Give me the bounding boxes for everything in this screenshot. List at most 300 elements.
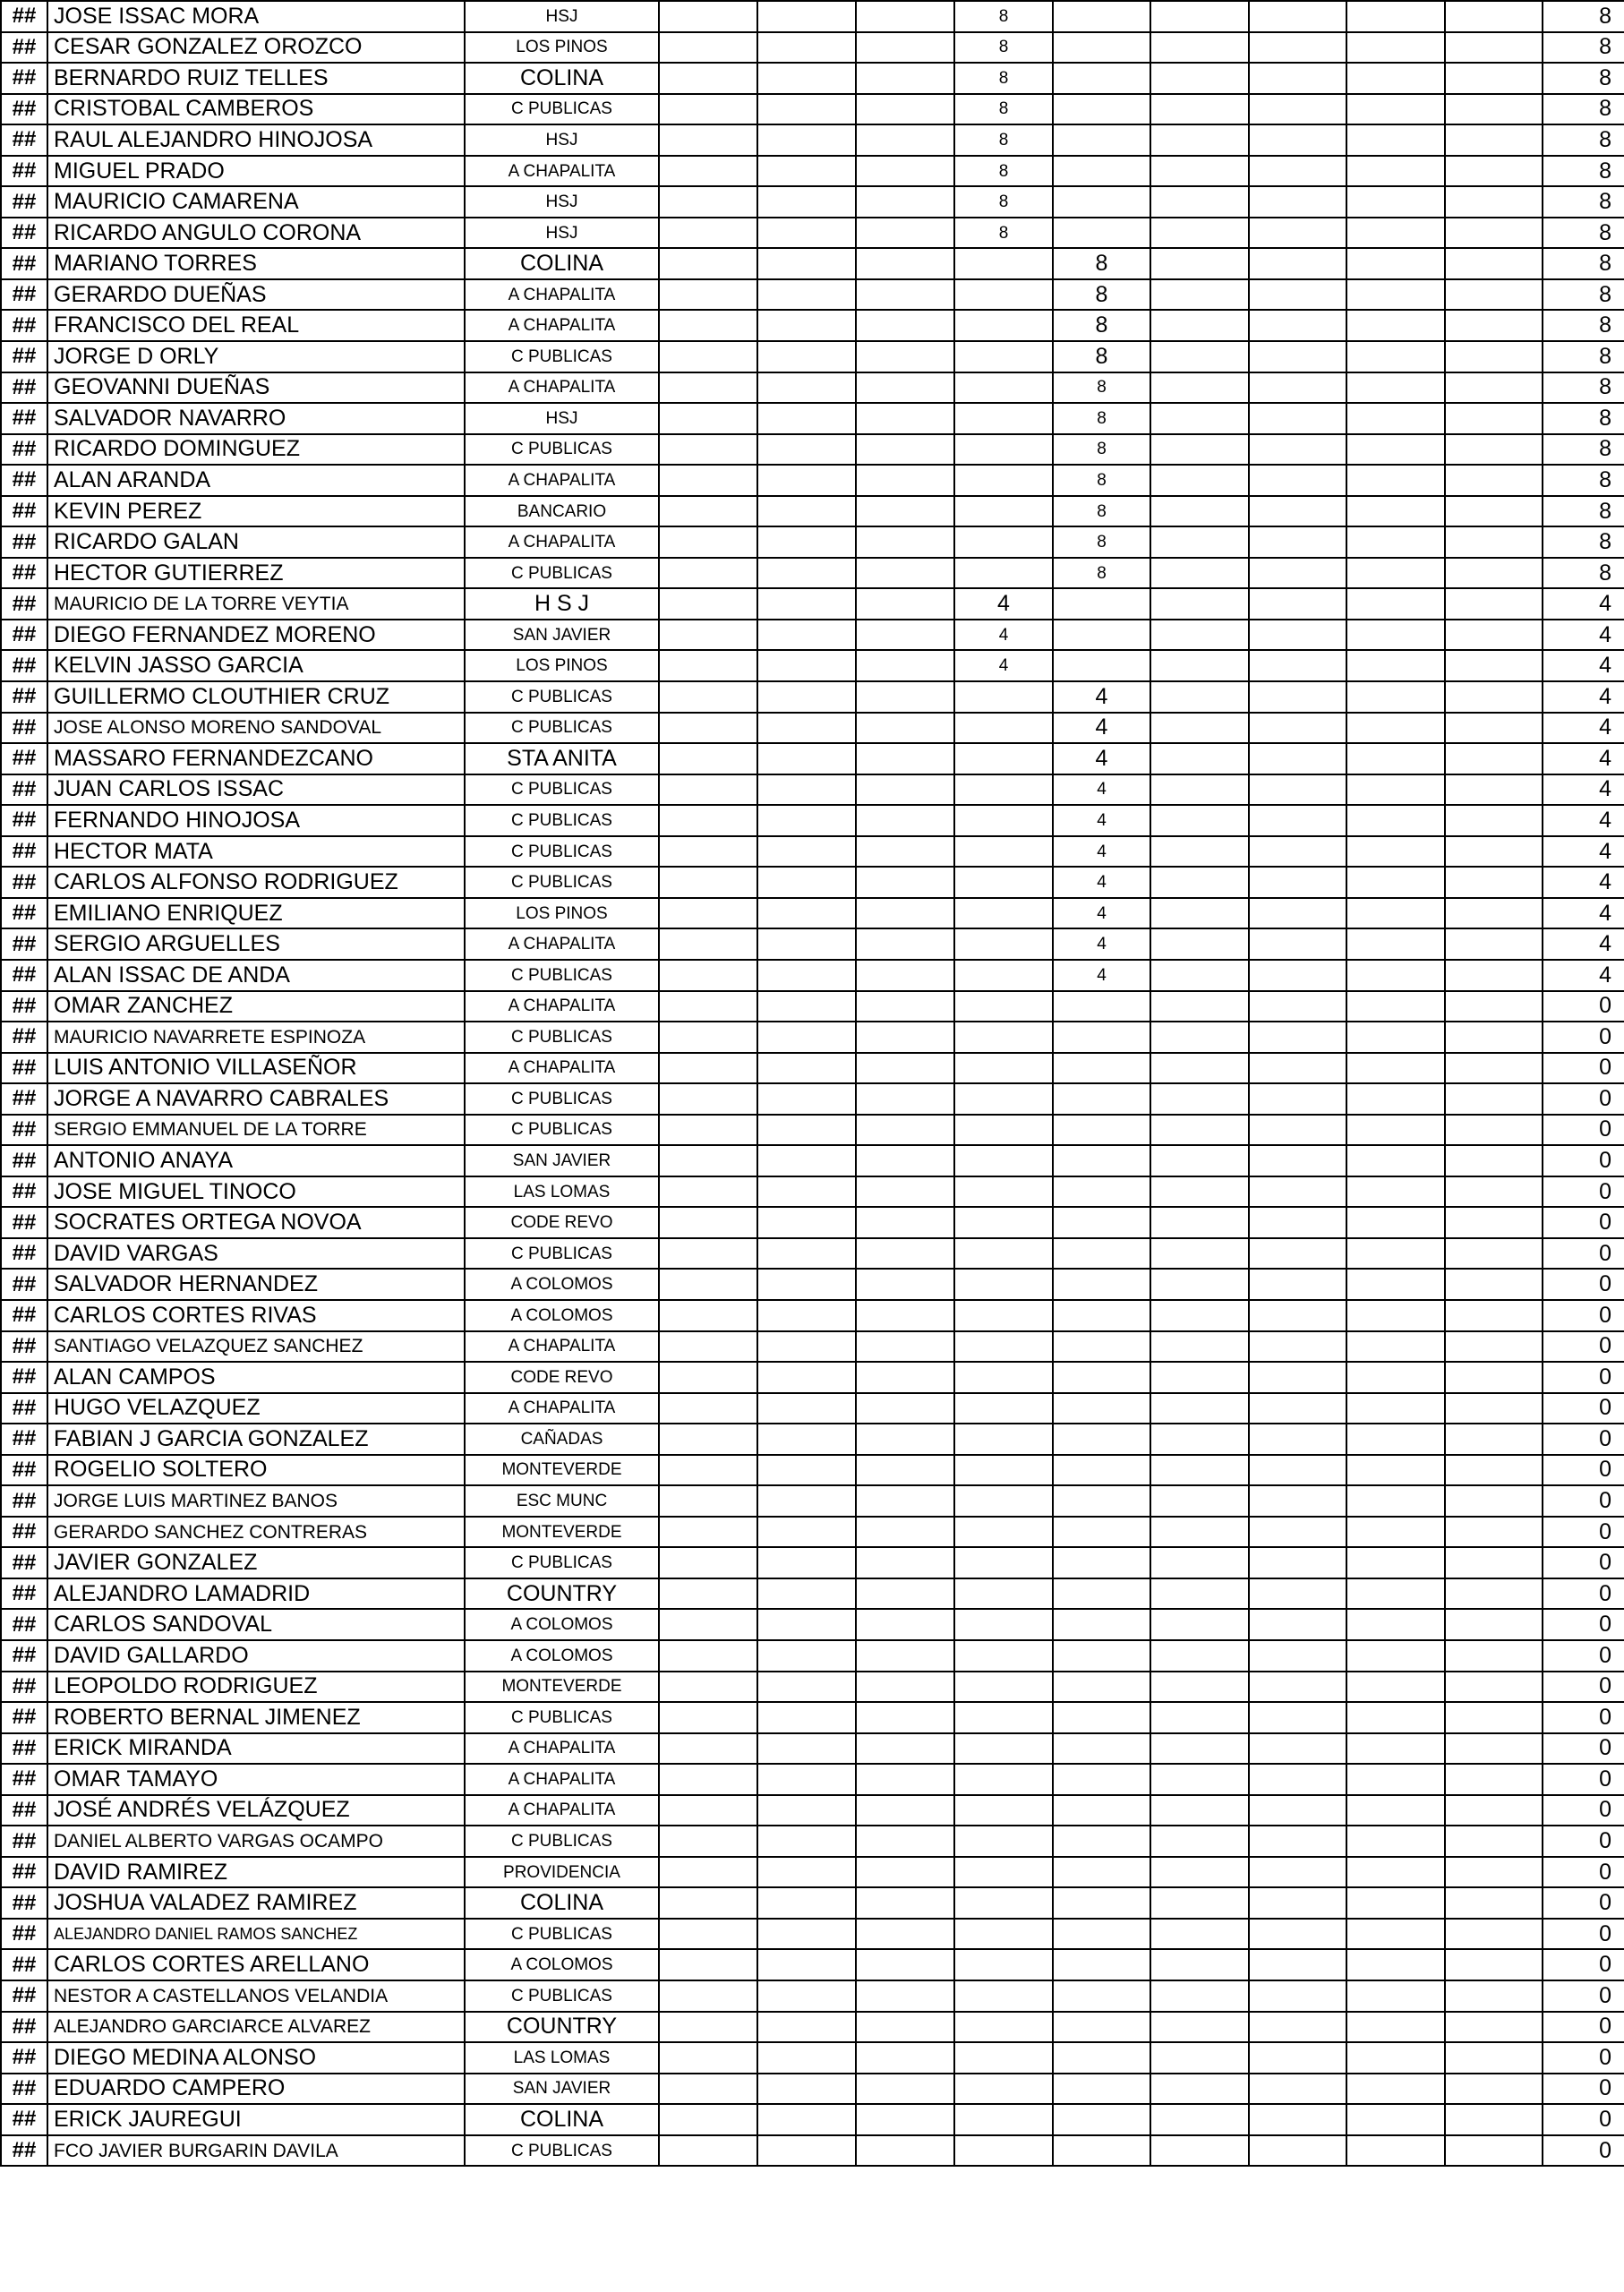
club-cell: CODE REVO: [465, 1362, 659, 1393]
player-name-cell: JOSE MIGUEL TINOCO: [47, 1176, 465, 1208]
score-cell-9: [1445, 341, 1543, 372]
score-cell-9: [1445, 1578, 1543, 1610]
club-cell: A CHAPALITA: [465, 1795, 659, 1826]
score-cell-2: [757, 279, 856, 311]
table-row: [1, 1331, 1624, 1363]
total-cell: 0: [1543, 1455, 1624, 1486]
player-name-cell: SANTIAGO VELAZQUEZ SANCHEZ: [47, 1331, 465, 1363]
score-cell-4: [954, 2135, 1053, 2167]
score-cell-9: [1445, 1269, 1543, 1300]
player-name-cell: ERICK MIRANDA: [47, 1733, 465, 1765]
score-cell-8: [1346, 1022, 1445, 1053]
score-cell-1: [659, 620, 757, 651]
score-cell-8: [1346, 960, 1445, 991]
score-cell-6: [1150, 1424, 1249, 1455]
club-cell: COLINA: [465, 2104, 659, 2135]
score-cell-2: [757, 1733, 856, 1765]
score-cell-9: [1445, 898, 1543, 929]
score-cell-7: [1249, 403, 1346, 434]
score-cell-9: [1445, 1764, 1543, 1795]
row-index-cell: ##: [1, 1485, 47, 1517]
row-index-cell: ##: [1, 496, 47, 527]
player-name-cell: SALVADOR NAVARRO: [47, 403, 465, 434]
row-index-cell: ##: [1, 1083, 47, 1115]
player-name-cell: GERARDO SANCHEZ CONTRERAS: [47, 1517, 465, 1548]
total-cell: 0: [1543, 1609, 1624, 1640]
player-name-cell: GERARDO DUEÑAS: [47, 279, 465, 311]
total-cell: 0: [1543, 1083, 1624, 1115]
table-row: [1, 774, 1624, 806]
total-cell: 0: [1543, 1949, 1624, 1980]
score-cell-8: [1346, 1949, 1445, 1980]
score-cell-5: [1053, 1702, 1150, 1733]
club-cell: C PUBLICAS: [465, 774, 659, 806]
score-cell-5: [1053, 1269, 1150, 1300]
score-cell-2: [757, 310, 856, 341]
club-cell: HSJ: [465, 218, 659, 249]
score-cell-3: [856, 960, 954, 991]
score-cell-4: 4: [954, 650, 1053, 681]
row-index-cell: ##: [1, 63, 47, 94]
score-cell-2: [757, 434, 856, 466]
total-cell: 4: [1543, 774, 1624, 806]
score-cell-1: [659, 310, 757, 341]
score-cell-7: [1249, 1083, 1346, 1115]
score-cell-5: [1053, 1053, 1150, 1084]
score-cell-8: [1346, 1269, 1445, 1300]
score-cell-5: [1053, 1083, 1150, 1115]
score-cell-8: [1346, 2042, 1445, 2074]
score-cell-2: [757, 63, 856, 94]
score-cell-3: [856, 341, 954, 372]
score-cell-7: [1249, 156, 1346, 187]
total-cell: 0: [1543, 1485, 1624, 1517]
player-name-cell: SERGIO EMMANUEL DE LA TORRE: [47, 1115, 465, 1146]
score-cell-7: [1249, 248, 1346, 279]
total-cell: 4: [1543, 713, 1624, 744]
score-cell-9: [1445, 1733, 1543, 1765]
score-cell-6: [1150, 279, 1249, 311]
score-cell-1: [659, 32, 757, 64]
score-cell-6: [1150, 1949, 1249, 1980]
row-index-cell: ##: [1, 124, 47, 156]
score-cell-5: [1053, 1, 1150, 32]
club-cell: C PUBLICAS: [465, 1022, 659, 1053]
club-cell: HSJ: [465, 124, 659, 156]
row-index-cell: ##: [1, 1238, 47, 1270]
player-name-cell: ROGELIO SOLTERO: [47, 1455, 465, 1486]
player-name-cell: EDUARDO CAMPERO: [47, 2074, 465, 2105]
row-index-cell: ##: [1, 1919, 47, 1950]
score-cell-7: [1249, 2104, 1346, 2135]
score-cell-1: [659, 1424, 757, 1455]
score-cell-3: [856, 898, 954, 929]
score-cell-4: [954, 558, 1053, 589]
score-cell-9: [1445, 403, 1543, 434]
score-cell-3: [856, 867, 954, 898]
score-cell-7: [1249, 1053, 1346, 1084]
score-cell-5: [1053, 2012, 1150, 2043]
player-name-cell: FCO JAVIER BURGARIN DAVILA: [47, 2135, 465, 2167]
score-cell-4: [954, 403, 1053, 434]
total-cell: 8: [1543, 434, 1624, 466]
club-cell: A CHAPALITA: [465, 991, 659, 1022]
table-row: [1, 32, 1624, 64]
score-cell-5: [1053, 1238, 1150, 1270]
score-cell-5: 4: [1053, 898, 1150, 929]
score-cell-7: [1249, 1857, 1346, 1888]
club-cell: C PUBLICAS: [465, 434, 659, 466]
total-cell: 4: [1543, 650, 1624, 681]
score-cell-1: [659, 218, 757, 249]
row-index-cell: ##: [1, 1393, 47, 1424]
score-cell-1: [659, 496, 757, 527]
table-row: [1, 2074, 1624, 2105]
score-cell-4: [954, 713, 1053, 744]
table-row: [1, 372, 1624, 404]
score-cell-6: [1150, 1022, 1249, 1053]
table-row: [1, 1547, 1624, 1578]
score-cell-5: [1053, 1640, 1150, 1672]
row-index-cell: ##: [1, 1733, 47, 1765]
score-cell-1: [659, 1207, 757, 1238]
score-cell-2: [757, 1022, 856, 1053]
score-cell-5: 4: [1053, 867, 1150, 898]
row-index-cell: ##: [1, 372, 47, 404]
score-cell-3: [856, 836, 954, 868]
score-cell-7: [1249, 1238, 1346, 1270]
score-cell-2: [757, 681, 856, 713]
score-cell-5: [1053, 1826, 1150, 1857]
total-cell: 0: [1543, 1578, 1624, 1610]
score-cell-6: [1150, 1919, 1249, 1950]
score-cell-7: [1249, 836, 1346, 868]
score-cell-2: [757, 218, 856, 249]
player-name-cell: DANIEL ALBERTO VARGAS OCAMPO: [47, 1826, 465, 1857]
score-cell-9: [1445, 1115, 1543, 1146]
score-cell-8: [1346, 681, 1445, 713]
score-cell-2: [757, 1207, 856, 1238]
row-index-cell: ##: [1, 1702, 47, 1733]
club-cell: COLINA: [465, 248, 659, 279]
table-row: [1, 1022, 1624, 1053]
score-cell-8: [1346, 1300, 1445, 1331]
score-cell-7: [1249, 310, 1346, 341]
club-cell: A CHAPALITA: [465, 310, 659, 341]
player-name-cell: DAVID GALLARDO: [47, 1640, 465, 1672]
score-cell-8: [1346, 1826, 1445, 1857]
score-cell-4: [954, 372, 1053, 404]
score-cell-3: [856, 588, 954, 620]
score-cell-2: [757, 928, 856, 960]
player-name-cell: ALAN ARANDA: [47, 465, 465, 496]
score-cell-5: [1053, 1980, 1150, 2012]
score-cell-8: [1346, 1485, 1445, 1517]
score-cell-4: [954, 310, 1053, 341]
total-cell: 4: [1543, 867, 1624, 898]
score-cell-9: [1445, 1424, 1543, 1455]
score-cell-2: [757, 2074, 856, 2105]
row-index-cell: ##: [1, 310, 47, 341]
table-row: [1, 1795, 1624, 1826]
score-cell-9: [1445, 774, 1543, 806]
score-cell-1: [659, 1826, 757, 1857]
score-cell-6: [1150, 1300, 1249, 1331]
score-cell-7: [1249, 898, 1346, 929]
score-cell-3: [856, 218, 954, 249]
score-cell-6: [1150, 1083, 1249, 1115]
score-cell-1: [659, 526, 757, 558]
total-cell: 0: [1543, 2104, 1624, 2135]
score-cell-4: [954, 928, 1053, 960]
score-cell-6: [1150, 341, 1249, 372]
table-row: [1, 310, 1624, 341]
total-cell: 8: [1543, 279, 1624, 311]
score-cell-1: [659, 156, 757, 187]
score-cell-9: [1445, 1053, 1543, 1084]
score-cell-4: [954, 1578, 1053, 1610]
table-row: [1, 403, 1624, 434]
table-row: [1, 63, 1624, 94]
score-cell-8: [1346, 496, 1445, 527]
score-cell-2: [757, 1795, 856, 1826]
score-cell-5: [1053, 94, 1150, 125]
score-cell-5: 4: [1053, 960, 1150, 991]
score-cell-3: [856, 1919, 954, 1950]
score-cell-6: [1150, 526, 1249, 558]
score-cell-1: [659, 1517, 757, 1548]
score-cell-1: [659, 1176, 757, 1208]
score-cell-2: [757, 1115, 856, 1146]
row-index-cell: ##: [1, 2074, 47, 2105]
score-cell-9: [1445, 650, 1543, 681]
club-cell: C PUBLICAS: [465, 94, 659, 125]
player-name-cell: JAVIER GONZALEZ: [47, 1547, 465, 1578]
table-row: [1, 1238, 1624, 1270]
score-cell-6: [1150, 156, 1249, 187]
score-cell-2: [757, 1517, 856, 1548]
total-cell: 0: [1543, 1269, 1624, 1300]
table-row: [1, 434, 1624, 466]
score-cell-4: [954, 1949, 1053, 1980]
club-cell: C PUBLICAS: [465, 341, 659, 372]
total-cell: 4: [1543, 743, 1624, 774]
score-cell-9: [1445, 1887, 1543, 1919]
score-cell-5: 8: [1053, 465, 1150, 496]
score-cell-4: 8: [954, 124, 1053, 156]
score-cell-9: [1445, 1517, 1543, 1548]
score-cell-1: [659, 1672, 757, 1703]
score-cell-8: [1346, 1176, 1445, 1208]
club-cell: A CHAPALITA: [465, 526, 659, 558]
row-index-cell: ##: [1, 836, 47, 868]
score-cell-7: [1249, 1393, 1346, 1424]
score-cell-1: [659, 1702, 757, 1733]
score-cell-3: [856, 713, 954, 744]
score-cell-5: 8: [1053, 310, 1150, 341]
table-row: [1, 1702, 1624, 1733]
score-cell-7: [1249, 1485, 1346, 1517]
total-cell: 0: [1543, 1207, 1624, 1238]
score-cell-6: [1150, 1826, 1249, 1857]
score-cell-5: [1053, 1485, 1150, 1517]
score-cell-9: [1445, 372, 1543, 404]
score-cell-7: [1249, 341, 1346, 372]
score-cell-4: 4: [954, 620, 1053, 651]
score-cell-3: [856, 403, 954, 434]
score-cell-8: [1346, 124, 1445, 156]
score-cell-5: 4: [1053, 836, 1150, 868]
score-cell-7: [1249, 1300, 1346, 1331]
player-name-cell: CESAR GONZALEZ OROZCO: [47, 32, 465, 64]
score-cell-1: [659, 681, 757, 713]
player-name-cell: NESTOR A CASTELLANOS VELANDIA: [47, 1980, 465, 2012]
total-cell: 0: [1543, 1547, 1624, 1578]
score-cell-7: [1249, 743, 1346, 774]
score-cell-4: [954, 248, 1053, 279]
score-cell-7: [1249, 1826, 1346, 1857]
score-cell-4: [954, 1053, 1053, 1084]
score-cell-1: [659, 124, 757, 156]
score-cell-6: [1150, 124, 1249, 156]
score-cell-6: [1150, 2135, 1249, 2167]
score-cell-3: [856, 1362, 954, 1393]
club-cell: A CHAPALITA: [465, 1733, 659, 1765]
score-cell-8: [1346, 341, 1445, 372]
score-cell-8: [1346, 1672, 1445, 1703]
score-cell-6: [1150, 1887, 1249, 1919]
total-cell: 8: [1543, 94, 1624, 125]
total-cell: 8: [1543, 372, 1624, 404]
score-cell-2: [757, 32, 856, 64]
score-cell-4: [954, 1424, 1053, 1455]
total-cell: 0: [1543, 1238, 1624, 1270]
score-cell-9: [1445, 805, 1543, 836]
total-cell: 4: [1543, 928, 1624, 960]
score-cell-3: [856, 186, 954, 218]
score-cell-9: [1445, 32, 1543, 64]
score-cell-4: [954, 743, 1053, 774]
score-cell-3: [856, 650, 954, 681]
score-cell-4: [954, 836, 1053, 868]
score-cell-5: [1053, 1609, 1150, 1640]
score-cell-6: [1150, 836, 1249, 868]
row-index-cell: ##: [1, 1887, 47, 1919]
score-cell-6: [1150, 1176, 1249, 1208]
score-cell-7: [1249, 32, 1346, 64]
club-cell: COLINA: [465, 1887, 659, 1919]
score-cell-6: [1150, 1238, 1249, 1270]
score-cell-6: [1150, 1578, 1249, 1610]
score-cell-2: [757, 1393, 856, 1424]
score-cell-3: [856, 63, 954, 94]
score-cell-2: [757, 156, 856, 187]
score-cell-2: [757, 2012, 856, 2043]
score-cell-1: [659, 434, 757, 466]
score-cell-8: [1346, 465, 1445, 496]
score-cell-6: [1150, 1207, 1249, 1238]
score-cell-3: [856, 1949, 954, 1980]
score-cell-3: [856, 743, 954, 774]
club-cell: LOS PINOS: [465, 898, 659, 929]
score-cell-4: [954, 2042, 1053, 2074]
score-cell-1: [659, 867, 757, 898]
score-cell-7: [1249, 1145, 1346, 1176]
club-cell: A COLOMOS: [465, 1300, 659, 1331]
score-cell-6: [1150, 1702, 1249, 1733]
score-cell-4: [954, 805, 1053, 836]
score-cell-3: [856, 2104, 954, 2135]
score-cell-7: [1249, 1115, 1346, 1146]
score-cell-4: [954, 1300, 1053, 1331]
score-cell-5: 8: [1053, 526, 1150, 558]
club-cell: A CHAPALITA: [465, 1393, 659, 1424]
score-cell-4: [954, 1207, 1053, 1238]
score-cell-2: [757, 743, 856, 774]
score-cell-8: [1346, 588, 1445, 620]
score-cell-6: [1150, 1609, 1249, 1640]
score-cell-9: [1445, 558, 1543, 589]
score-cell-3: [856, 496, 954, 527]
club-cell: COUNTRY: [465, 1578, 659, 1610]
score-cell-4: [954, 1269, 1053, 1300]
score-cell-1: [659, 650, 757, 681]
row-index-cell: ##: [1, 1269, 47, 1300]
score-cell-8: [1346, 1919, 1445, 1950]
score-cell-2: [757, 650, 856, 681]
score-cell-7: [1249, 1980, 1346, 2012]
table-row: [1, 1980, 1624, 2012]
score-cell-8: [1346, 186, 1445, 218]
score-cell-9: [1445, 588, 1543, 620]
score-cell-5: [1053, 1547, 1150, 1578]
total-cell: 4: [1543, 805, 1624, 836]
club-cell: HSJ: [465, 186, 659, 218]
club-cell: C PUBLICAS: [465, 558, 659, 589]
score-cell-7: [1249, 218, 1346, 249]
table-row: [1, 1609, 1624, 1640]
club-cell: LAS LOMAS: [465, 1176, 659, 1208]
row-index-cell: ##: [1, 2042, 47, 2074]
score-cell-1: [659, 1764, 757, 1795]
score-cell-3: [856, 1, 954, 32]
score-cell-4: 8: [954, 156, 1053, 187]
score-cell-3: [856, 434, 954, 466]
score-cell-2: [757, 1053, 856, 1084]
score-cell-3: [856, 1269, 954, 1300]
score-cell-4: [954, 1517, 1053, 1548]
total-cell: 0: [1543, 2042, 1624, 2074]
total-cell: 8: [1543, 1, 1624, 32]
player-name-cell: JOSHUA VALADEZ RAMIREZ: [47, 1887, 465, 1919]
player-name-cell: MAURICIO NAVARRETE ESPINOZA: [47, 1022, 465, 1053]
player-name-cell: CARLOS CORTES ARELLANO: [47, 1949, 465, 1980]
score-cell-3: [856, 32, 954, 64]
score-cell-6: [1150, 1547, 1249, 1578]
score-cell-5: [1053, 1455, 1150, 1486]
club-cell: C PUBLICAS: [465, 1702, 659, 1733]
total-cell: 4: [1543, 836, 1624, 868]
total-cell: 8: [1543, 248, 1624, 279]
club-cell: LAS LOMAS: [465, 2042, 659, 2074]
score-cell-4: [954, 1733, 1053, 1765]
score-cell-2: [757, 1764, 856, 1795]
score-cell-7: [1249, 2012, 1346, 2043]
player-name-cell: ALAN ISSAC DE ANDA: [47, 960, 465, 991]
score-cell-1: [659, 2012, 757, 2043]
score-cell-7: [1249, 279, 1346, 311]
row-index-cell: ##: [1, 743, 47, 774]
